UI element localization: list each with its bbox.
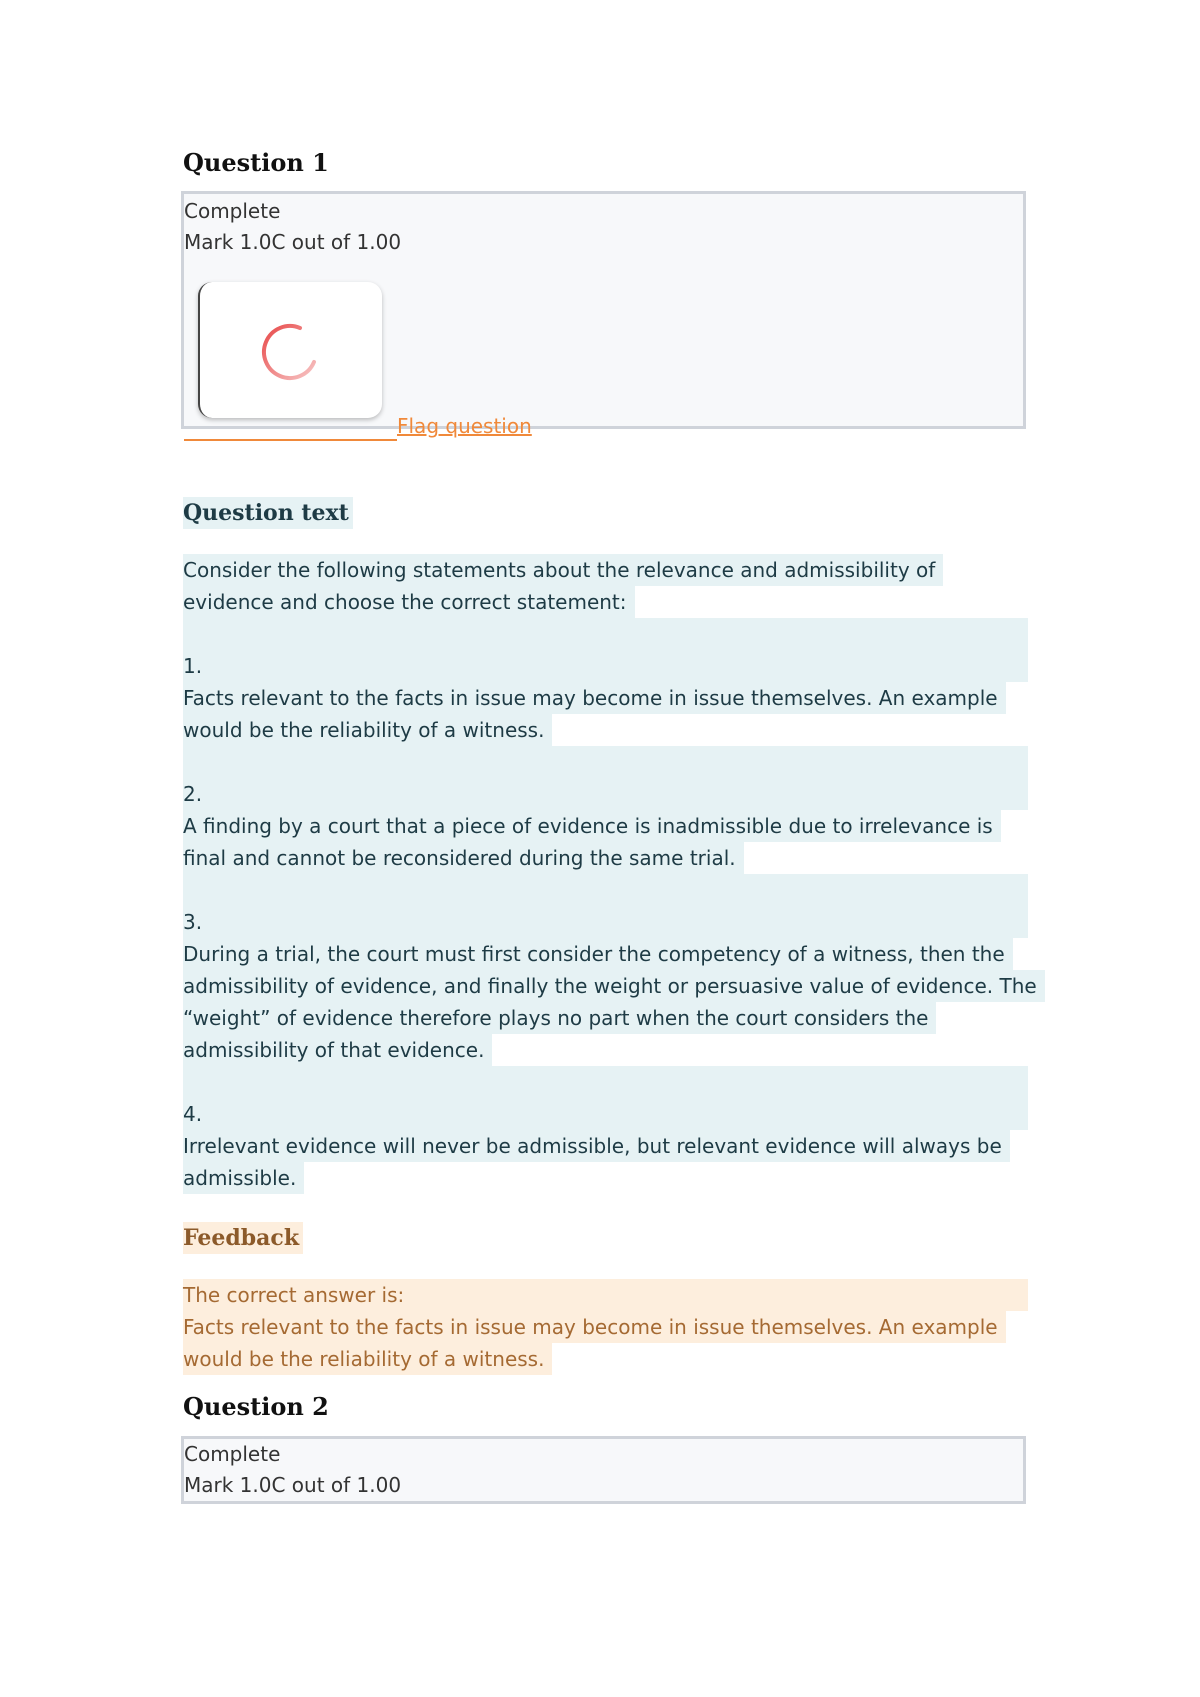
question-2-title: Question 2 bbox=[183, 1392, 329, 1421]
option-2-text: final and cannot be reconsidered during the same trial. bbox=[183, 842, 744, 874]
question-text-heading: Question text bbox=[183, 497, 353, 529]
option-3-text: admissibility of evidence, and finally the weight or persuasive value of evidence. The bbox=[183, 970, 1045, 1002]
option-1-text: would be the reliability of a witness. bbox=[183, 714, 552, 746]
option-spacer bbox=[183, 874, 1028, 906]
question-1-title: Question 1 bbox=[183, 148, 329, 177]
question-intro-line: evidence and choose the correct statement: bbox=[183, 586, 635, 618]
option-3-text: “weight” of evidence therefore plays no part when the court considers the bbox=[183, 1002, 936, 1034]
option-1-text: Facts relevant to the facts in issue may become in issue themselves. An example bbox=[183, 682, 1006, 714]
option-spacer bbox=[183, 1066, 1028, 1098]
option-spacer bbox=[183, 618, 1028, 650]
question-1-mark: Mark 1.0C out of 1.00 bbox=[184, 230, 402, 254]
option-3-number: 3. bbox=[183, 906, 1028, 938]
loading-card bbox=[198, 282, 382, 418]
option-spacer bbox=[183, 746, 1028, 778]
option-1-number: 1. bbox=[183, 650, 1028, 682]
feedback-line: Facts relevant to the facts in issue may become in issue themselves. An example bbox=[183, 1311, 1006, 1343]
feedback-line: would be the reliability of a witness. bbox=[183, 1343, 552, 1375]
loading-spinner-icon bbox=[258, 318, 322, 382]
option-4-text: Irrelevant evidence will never be admissible, but relevant evidence will always be bbox=[183, 1130, 1010, 1162]
question-2-mark: Mark 1.0C out of 1.00 bbox=[184, 1473, 402, 1497]
option-4-number: 4. bbox=[183, 1098, 1028, 1130]
question-2-status: Complete bbox=[184, 1442, 281, 1466]
option-3-text: admissibility of that evidence. bbox=[183, 1034, 492, 1066]
feedback-heading: Feedback bbox=[183, 1222, 303, 1254]
question-intro-line: Consider the following statements about the relevance and admissibility of bbox=[183, 554, 943, 586]
feedback-line: The correct answer is: bbox=[183, 1279, 1028, 1311]
option-2-number: 2. bbox=[183, 778, 1028, 810]
option-4-text: admissible. bbox=[183, 1162, 304, 1194]
option-3-text: During a trial, the court must first consider the competency of a witness, then the bbox=[183, 938, 1013, 970]
flag-question-underline bbox=[184, 439, 397, 441]
flag-question-link[interactable]: Flag question bbox=[397, 414, 532, 438]
option-2-text: A finding by a court that a piece of evidence is inadmissible due to irrelevance is bbox=[183, 810, 1001, 842]
question-2-info-box bbox=[181, 1436, 1026, 1504]
question-1-info-box bbox=[181, 191, 1026, 438]
question-1-status: Complete bbox=[184, 199, 281, 223]
